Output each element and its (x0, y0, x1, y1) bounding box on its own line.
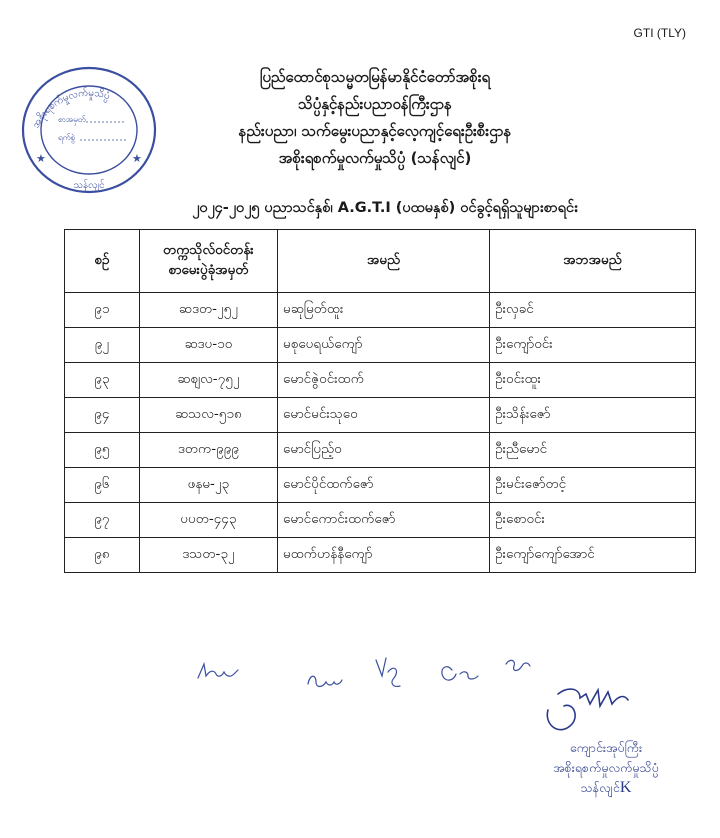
table-row (65, 328, 696, 363)
table-row (65, 468, 696, 503)
cell-exam-roll: ဆဒပ-၁၀ (139, 328, 277, 363)
principal-block (506, 738, 706, 798)
cell-name: မောင်ပိုင်ထက်ဇော် (278, 468, 490, 503)
signature-2 (308, 676, 342, 686)
signature-5 (506, 660, 530, 670)
cell-name: မောင်ဇွဲဝင်းထက် (278, 363, 490, 398)
cell-father-name: ဦးသိန်းဇော် (490, 398, 696, 433)
seal-field-2: ရက်စွဲ (58, 133, 75, 142)
document-title: ၂၀၂၄-၂၀၂၅ ပညာသင်နှစ်၊ A.G.T.I (ပထမနှစ်) ဝင်ခွင့်ရရှိသူများစာရင်း (192, 200, 578, 216)
cell-name: မဆုမြတ်ထူး (278, 293, 490, 328)
seal-field-1: စာအမှတ် (58, 115, 86, 124)
header-line-institute: အစိုးရစက်မှုလက်မှုသိပ္ပံ (သန်လျင်) (278, 149, 472, 167)
cell-name: မထက်ဟန်နီကျော် (278, 538, 490, 573)
cell-exam-roll: ဆစျလ-၇၅၂ (139, 363, 277, 398)
document-code: GTI (TLY) (633, 26, 686, 40)
principal-place: သန်လျင် (580, 780, 620, 795)
cell-name: မောင်ပြည့်ဝ (278, 433, 490, 468)
table-header-row (65, 230, 696, 293)
cell-exam-roll: ဆဒတ-၂၅၂ (139, 293, 277, 328)
header-line-department: နည်းပညာ၊ သက်မွေးပညာနှင့်လေ့ကျင့်ရေးဦးစီးဌာန (238, 122, 512, 140)
col-header-exam-roll-line1: တက္ကသိုလ်ဝင်တန်း (163, 242, 254, 258)
principal-signature (528, 680, 668, 740)
col-header-father-name: အဘအမည် (490, 230, 696, 293)
cell-father-name: ဦးကျော်ကျော်အောင် (490, 538, 696, 573)
admission-table (64, 229, 696, 573)
committee-signatures (190, 640, 550, 700)
cell-no: ၉၈ (65, 538, 140, 573)
principal-title: ကျောင်းအုပ်ကြီး (569, 740, 643, 755)
cell-exam-roll: ဒသတ-၃၂ (139, 538, 277, 573)
cell-exam-roll: ဒတက-၉၉၉ (139, 433, 277, 468)
cell-father-name: ဦးညီမောင် (490, 433, 696, 468)
cell-no: ၉၆ (65, 468, 140, 503)
col-header-no: စဉ် (65, 230, 140, 293)
seal-star-left-icon: ★ (36, 152, 46, 165)
cell-father-name: ဦးစောဝင်း (490, 503, 696, 538)
table-row (65, 538, 696, 573)
seal-star-right-icon: ★ (132, 152, 142, 165)
principal-place-line (506, 778, 706, 798)
table-row (65, 398, 696, 433)
col-header-exam-roll (139, 230, 277, 293)
col-header-name: အမည် (278, 230, 490, 293)
cell-exam-roll: ပပတ-၄၄၃ (139, 503, 277, 538)
cell-father-name: ဦးမင်းဇော်တင့် (490, 468, 696, 503)
table-row (65, 363, 696, 398)
document-header (120, 64, 630, 172)
cell-no: ၉၅ (65, 433, 140, 468)
cell-no: ၉၃ (65, 363, 140, 398)
cell-father-name: ဦးလှခင် (490, 293, 696, 328)
cell-no: ၉၁ (65, 293, 140, 328)
cell-father-name: ဦးဝင်းထူး (490, 363, 696, 398)
seal-place: သန်လျင် (73, 180, 105, 191)
signature-1 (198, 664, 238, 678)
cell-no: ၉၄ (65, 398, 140, 433)
table-row (65, 503, 696, 538)
header-line-ministry: သိပ္ပံနှင့်နည်းပညာဝန်ကြီးဌာန (298, 95, 452, 113)
cell-exam-roll: ဖနမ-၂၃ (139, 468, 277, 503)
cell-father-name: ဦးကျော်ဝင်း (490, 328, 696, 363)
signature-3 (376, 658, 400, 686)
cell-name: မောင်ကောင်းထက်ဇော် (278, 503, 490, 538)
header-line-government: ပြည်ထောင်စုသမ္မတမြန်မာနိုင်ငံတော်အစိုးရ (259, 68, 491, 86)
principal-mark: K (619, 779, 632, 796)
cell-name: မစုပေရယ်ကျော် (278, 328, 490, 363)
cell-exam-roll: ဆသလ-၅၁၈ (139, 398, 277, 433)
col-header-exam-roll-line2: စာမေးပွဲခုံအမှတ် (168, 262, 249, 278)
cell-no: ၉၇ (65, 503, 140, 538)
cell-no: ၉၂ (65, 328, 140, 363)
table-row (65, 433, 696, 468)
table-row (65, 293, 696, 328)
seal-ring-text: အစိုးရစက်မှုလက်မှုသိပ္ပံ (30, 87, 112, 131)
principal-institute: အစိုးရစက်မှုလက်မှုသိပ္ပံ (553, 760, 659, 775)
signature-4 (442, 667, 478, 680)
cell-name: မောင်မင်းသုဝေ (278, 398, 490, 433)
